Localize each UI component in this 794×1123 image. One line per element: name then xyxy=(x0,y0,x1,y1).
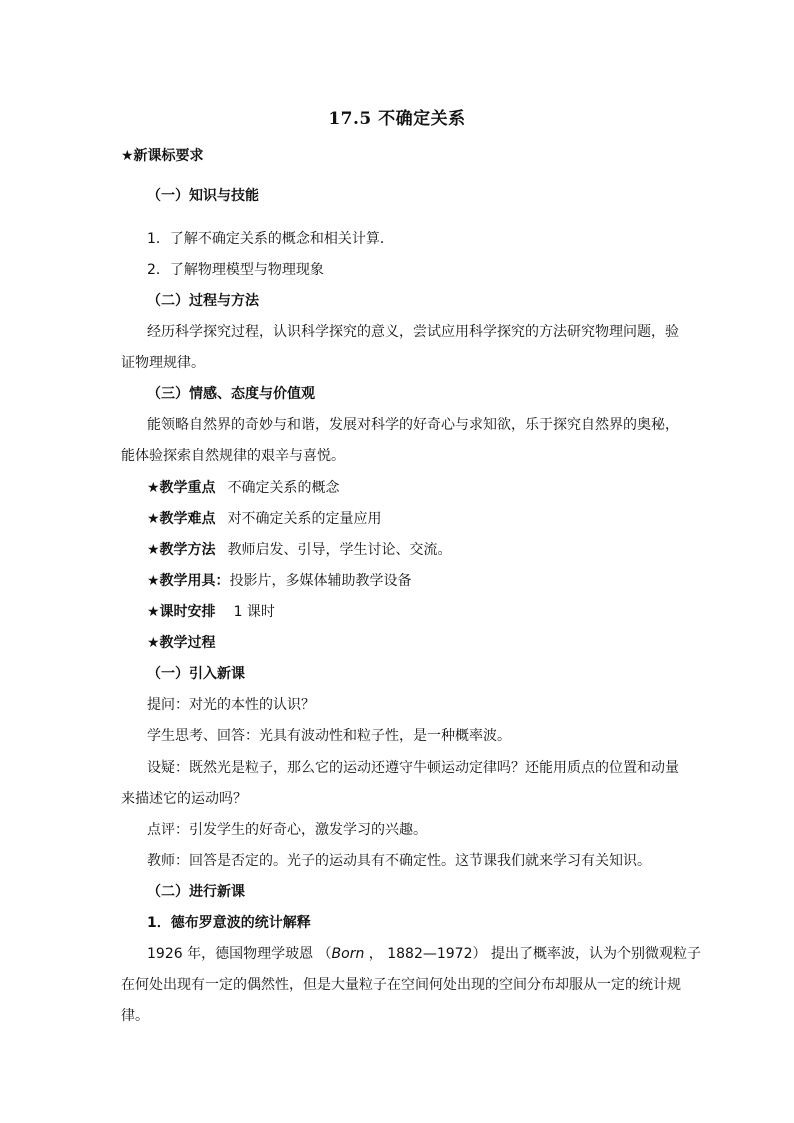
teaching-difficulty-value: 对不确定关系的定量应用 xyxy=(227,511,382,527)
teaching-key-label: ★教学重点 xyxy=(147,480,216,496)
teaching-schedule-value: 1 课时 xyxy=(233,604,275,620)
teaching-tools-value: 投影片，多媒体辅助教学设备 xyxy=(229,573,412,589)
teaching-tools-row xyxy=(147,571,412,591)
born-name: Born xyxy=(331,946,365,962)
paragraph-line-3: 律。 xyxy=(121,1008,149,1024)
emotion-heading: （三）情感、态度与价值观 xyxy=(147,386,315,402)
new-lesson-subheading: 1．德布罗意波的统计解释 xyxy=(147,915,311,931)
knowledge-item-1: 1．了解不确定关系的概念和相关计算． xyxy=(147,231,394,247)
curriculum-heading: ★新课标要求 xyxy=(121,148,204,164)
emotion-text-line-1: 能领略自然界的奇妙与和谐，发展对科学的好奇心与求知欲，乐于探究自然界的奥秘， xyxy=(147,417,679,433)
page-title: 17.5 不确定关系 xyxy=(328,109,466,129)
teaching-difficulty-label: ★教学难点 xyxy=(147,511,216,527)
teaching-key-value: 不确定关系的概念 xyxy=(227,480,340,496)
new-lesson-heading: （二）进行新课 xyxy=(147,884,245,900)
process-heading: （二）过程与方法 xyxy=(147,293,259,309)
intro-comment: 点评：引发学生的好奇心，激发学习的兴趣。 xyxy=(147,822,427,838)
intro-suspense-line-1: 设疑：既然光是粒子，那么它的运动还遵守牛顿运动定律吗？还能用质点的位置和动量 xyxy=(147,760,679,776)
intro-teacher: 教师：回答是否定的。光子的运动具有不确定性。这节课我们就来学习有关知识。 xyxy=(147,853,651,869)
teaching-method-value: 教师启发、引导，学生讨论、交流。 xyxy=(227,542,452,558)
intro-answer: 学生思考、回答：光具有波动性和粒子性，是一种概率波。 xyxy=(147,728,511,744)
teaching-method-label: ★教学方法 xyxy=(147,542,216,558)
paragraph-line-1-start: 1926 年，德国物理学玻恩 （ xyxy=(147,946,332,962)
teaching-tools-label: ★教学用具： xyxy=(147,573,230,589)
intro-heading: （一）引入新课 xyxy=(147,666,245,682)
teaching-schedule-label: ★课时安排 xyxy=(147,604,216,620)
teaching-method-row xyxy=(147,540,452,560)
knowledge-heading: （一）知识与技能 xyxy=(147,188,259,204)
teaching-process-heading: ★教学过程 xyxy=(147,635,216,651)
knowledge-item-2: 2．了解物理模型与物理现象 xyxy=(147,262,324,278)
process-text-line-1: 经历科学探究过程，认识科学探究的意义，尝试应用科学探究的方法研究物理问题，验 xyxy=(147,324,679,340)
intro-question: 提问：对光的本性的认识？ xyxy=(147,697,315,713)
process-text-line-2: 证物理规律。 xyxy=(121,355,205,371)
paragraph-line-2: 在何处出现有一定的偶然性，但是大量粒子在空间何处出现的空间分布却服从一定的统计规 xyxy=(121,977,681,993)
teaching-difficulty-row xyxy=(147,509,382,529)
teaching-schedule-row xyxy=(147,602,275,622)
paragraph-line-1-end: ， 1882—1972） 提出了概率波，认为个别微观粒子 xyxy=(364,946,701,962)
emotion-text-line-2: 能体验探索自然规律的艰辛与喜悦。 xyxy=(121,448,345,464)
intro-suspense-line-2: 来描述它的运动吗？ xyxy=(121,791,247,807)
paragraph-line-1 xyxy=(147,944,701,964)
teaching-key-row xyxy=(147,478,340,498)
